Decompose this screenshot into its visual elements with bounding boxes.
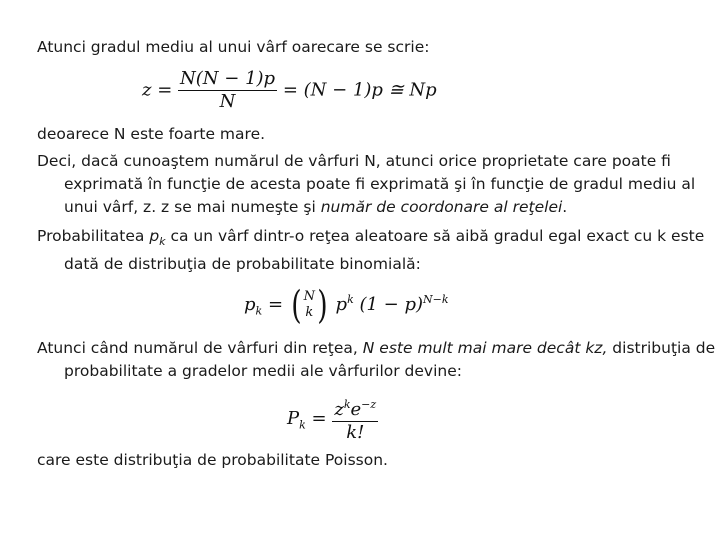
formula2-tail: $(1 - p)^{N-k}$ xyxy=(359,293,449,315)
formula1-numerator: N(N − 1)p xyxy=(180,68,276,89)
formula3-eq: = xyxy=(311,408,327,429)
intro-line: Atunci gradul mediu al unui vârf oarecare se scrie: xyxy=(37,38,430,56)
formula3-denominator: k! xyxy=(346,422,365,443)
coordination-number-term: număr de coordonare al reţelei xyxy=(320,198,563,216)
left-paren-icon: ( xyxy=(290,283,302,327)
paragraph-4-text-a: Probabilitatea xyxy=(37,227,150,245)
right-paren-icon: ) xyxy=(317,283,328,327)
pk-symbol: $p_k$ xyxy=(149,227,166,249)
paragraph-5-italic: N este mult mai mare decât kz, xyxy=(362,339,608,357)
paragraph-4-text-b: ca un vârf dintr-o reţea aleatoare să aibă gradul egal exact cu k este dată de distribuţia de probabilitate binomială: xyxy=(64,227,705,274)
paragraph-large-n: deoarece N este foarte mare. xyxy=(37,125,266,143)
paragraph-5-text-b: distribuţia de probabilitate a gradelor medii ale vârfurilor devine: xyxy=(64,339,716,380)
paragraph-degree-property xyxy=(37,150,720,219)
paragraph-3-text: Deci, dacă cunoaştem numărul de vârfuri N, atunci orice proprietate care poate fi exprimată în funcţie de acesta poate fi exprimată şi în funcţie de gradul mediu al unui vârf, z. z se mai numeşte şi xyxy=(37,152,696,216)
formula1-rhs: = (N − 1)p ≅ Np xyxy=(282,79,437,101)
paragraph-poisson-limit xyxy=(37,337,720,383)
formula1-lhs: z = xyxy=(142,79,173,101)
formula-poisson xyxy=(287,394,378,444)
formula1-denominator: N xyxy=(219,91,236,112)
formula-average-degree xyxy=(142,68,437,113)
paragraph-5-text-a: Atunci când numărul de vârfuri din reţea, xyxy=(37,339,363,357)
formula2-eq: = xyxy=(267,294,284,315)
formula-binomial xyxy=(244,283,449,327)
formula3-fraction xyxy=(332,394,378,444)
binomial-coefficient: N k xyxy=(303,289,315,320)
formula2-lhs: $p_k$ xyxy=(244,294,263,318)
paragraph-binomial xyxy=(37,225,720,276)
paragraph-poisson: care este distribuţia de probabilitate Poisson. xyxy=(37,451,388,469)
formula1-fraction xyxy=(178,68,277,113)
formula3-numerator: $z^ke^{-z}$ xyxy=(332,394,378,422)
paragraph-3-end: . xyxy=(562,198,568,216)
formula2-p-power: $p^k$ xyxy=(335,293,354,315)
formula3-lhs: $P_k$ xyxy=(287,408,306,432)
